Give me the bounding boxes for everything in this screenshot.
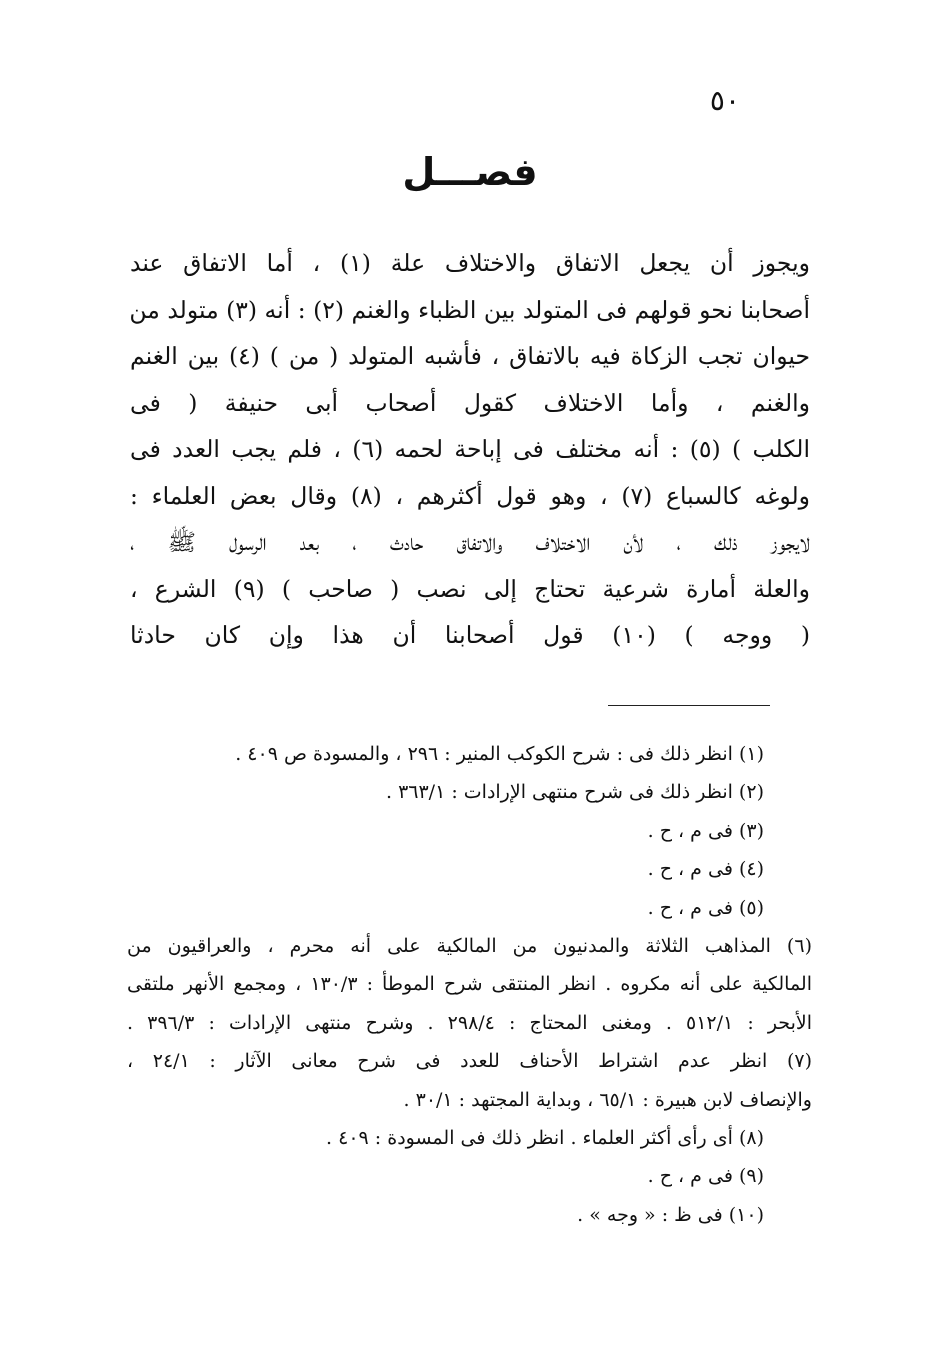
footnote: (٥) فى م ، ح . — [647, 896, 764, 919]
section-title: فصـــل — [402, 150, 538, 194]
page-number: ٥٠ — [709, 84, 740, 117]
body-line: أصحابنا نحو قولهم فى المتولد بين الظباء والغنم (٢) : أنه (٣) متولد من — [129, 295, 810, 324]
body-line: ويجوز أن يجعل الاتفاق والاختلاف علة (١) ، أما الاتفاق عند — [130, 249, 810, 277]
body-line: ولوغه كالسباع (٧) ، وهو قول أكثرهم ، (٨) وقال بعض العلماء : — [130, 481, 810, 510]
footnote-continuation: المالكية على أنه مكروه . انظر المنتقى شرح الموطأ : ١٣٠/٣ ، ومجمع الأنهر ملتقى — [127, 973, 812, 996]
footnotes — [127, 735, 812, 1234]
footnote: (٤) فى م ، ح . — [647, 858, 764, 881]
footnote-continuation: الأبحر : ٥١٢/١ . ومغنى المحتاج : ٢٩٨/٤ . وشرح منتهى الإرادات : ٣٩٦/٣ . — [127, 1011, 812, 1034]
footnote: (١) انظر ذلك فى : شرح الكوكب المنير : ٢٩٦ ، والمسودة ص ٤٠٩ . — [235, 743, 764, 765]
body-text — [130, 240, 810, 659]
footnote: (٨) أى رأى أكثر العلماء . انظر ذلك فى المسودة : ٤٠٩ . — [326, 1127, 764, 1150]
footnote: (٢) انظر ذلك فى شرح منتهى الإرادات : ٣٦٣/١ . — [385, 781, 764, 804]
body-line: الكلب ) (٥) : أنه مختلف فى إباحة لحمه (٦) ، فلم يجب العدد فى — [130, 435, 810, 463]
body-line: والعلة أمارة شرعية تحتاج إلى نصب ( صاحب ) (٩) الشرع ، — [130, 574, 810, 603]
footnote: (١٠) فى ظ : « وجه » . — [577, 1203, 764, 1226]
body-line: ( ووجه ) (١٠) قول أصحابنا أن هذا وإن كان حادثا — [130, 621, 810, 649]
body-line: والغنم ، وأما الاختلاف كقول أصحاب أبى حنيفة ( فى — [130, 388, 810, 417]
footnote: (٦) المذاهب الثلاثة والمدنيون من المالكية على أنه محرم ، والعراقيون من — [127, 935, 812, 958]
footnote-divider — [608, 705, 770, 706]
footnote: (٧) انظر عدم اشتراط الأحناف للعدد فى شرح معانى الآثار : ٢٤/١ ، — [127, 1050, 813, 1073]
body-line: لايجوز ذلك ، لأن الاختلاف والاتفاق حادث ، بعد الرسول ﷺ ، — [130, 528, 810, 556]
footnote: (٣) فى م ، ح . — [647, 819, 764, 842]
body-line: حيوان تجب الزكاة فيه بالاتفاق ، فأشبه المتولد ( من ) (٤) بين الغنم — [130, 342, 810, 370]
footnote: (٩) فى م ، ح . — [647, 1165, 764, 1188]
footnote-continuation: والإنصاف لابن هبيرة : ٦٥/١ ، وبداية المجتهد : ٣٠/١ . — [403, 1088, 812, 1111]
